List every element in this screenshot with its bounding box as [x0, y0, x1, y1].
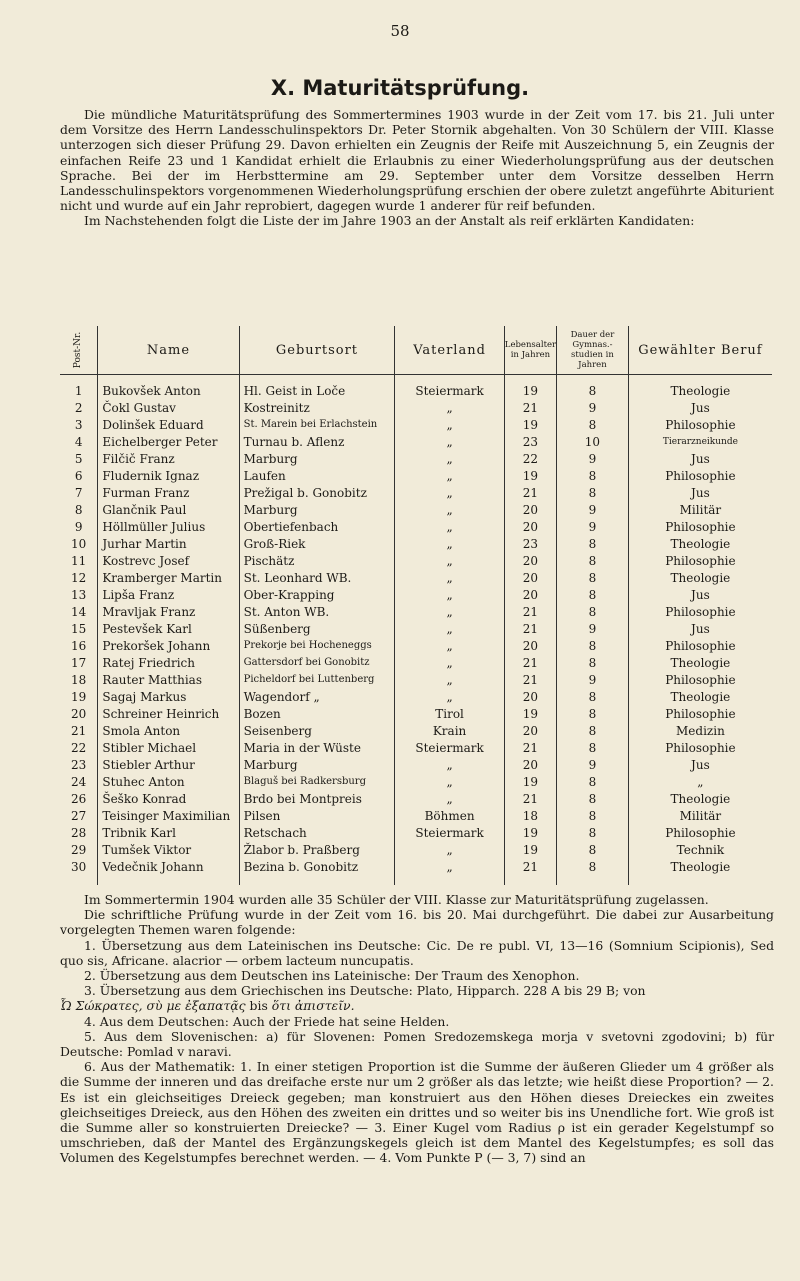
- cell-birthplace: Marburg: [239, 501, 395, 518]
- cell-career: Theologie: [628, 654, 772, 671]
- cell-name: Stibler Michael: [98, 739, 239, 756]
- table-row: [60, 620, 772, 637]
- cell-country: „: [395, 433, 504, 450]
- cell-age: 20: [504, 552, 556, 569]
- cell-birthplace: Picheldorf bei Luttenberg: [239, 671, 395, 688]
- cell-duration: 8: [557, 382, 629, 399]
- cell-career: Medizin: [628, 722, 772, 739]
- cell-post-nr: 9: [74, 519, 83, 534]
- cell-post-nr: 12: [71, 570, 87, 585]
- table-row: [60, 841, 772, 858]
- greek-quote: [60, 998, 774, 1013]
- cell-name: Eichelberger Peter: [98, 433, 239, 450]
- cell-duration: 8: [557, 807, 629, 824]
- cell-birthplace: Žlabor b. Praßberg: [239, 841, 395, 858]
- cell-country: „: [395, 671, 504, 688]
- cell-duration: 9: [557, 518, 629, 535]
- cell-birthplace: Groß-Riek: [239, 535, 395, 552]
- cell-duration: 8: [557, 484, 629, 501]
- table-row: [60, 688, 772, 705]
- cell-age: 21: [504, 790, 556, 807]
- cell-post-nr: 13: [71, 587, 87, 602]
- cell-name: Bukovšek Anton: [98, 382, 239, 399]
- cell-name: Fludernik Ignaz: [98, 467, 239, 484]
- table-row: [60, 433, 772, 450]
- cell-post-nr: 14: [71, 604, 87, 619]
- cell-duration: 8: [557, 535, 629, 552]
- cell-birthplace: Marburg: [239, 450, 395, 467]
- cell-country: „: [395, 467, 504, 484]
- cell-country: „: [395, 773, 504, 790]
- cell-name: Tumšek Viktor: [98, 841, 239, 858]
- exam-paragraph: Die schriftliche Prüfung wurde in der Zeit vom 16. bis 20. Mai durchgeführt. Die dabei zur Ausarbeitung vorgelegten Themen waren folgende:: [60, 907, 774, 938]
- cell-country: „: [395, 399, 504, 416]
- cell-duration: 8: [557, 603, 629, 620]
- cell-country: „: [395, 569, 504, 586]
- cell-age: 21: [504, 620, 556, 637]
- cell-name: Sagaj Markus: [98, 688, 239, 705]
- cell-country: „: [395, 620, 504, 637]
- cell-name: Dolinšek Eduard: [98, 416, 239, 433]
- cell-name: Mravljak Franz: [98, 603, 239, 620]
- cell-post-nr: 3: [74, 417, 83, 432]
- cell-age: 22: [504, 450, 556, 467]
- cell-age: 20: [504, 688, 556, 705]
- cell-age: 21: [504, 858, 556, 875]
- section-title: X. Maturitätsprüfung.: [270, 76, 530, 100]
- cell-career: Theologie: [628, 790, 772, 807]
- exam-paragraph: 2. Übersetzung aus dem Deutschen ins Lateinische: Der Traum des Xenophon.: [84, 968, 580, 984]
- cell-name: Furman Franz: [98, 484, 239, 501]
- table-header-row: [60, 326, 772, 375]
- cell-country: „: [395, 688, 504, 705]
- cell-duration: 8: [557, 824, 629, 841]
- cell-birthplace: Prekorje bei Hocheneggs: [239, 637, 395, 654]
- cell-age: 19: [504, 773, 556, 790]
- cell-birthplace: Prežigal b. Gonobitz: [239, 484, 395, 501]
- cell-name: Jurhar Martin: [98, 535, 239, 552]
- cell-birthplace: Gattersdorf bei Gonobitz: [239, 654, 395, 671]
- cell-country: „: [395, 603, 504, 620]
- cell-age: 21: [504, 603, 556, 620]
- cell-birthplace: Hl. Geist in Loče: [239, 382, 395, 399]
- cell-name: Ratej Friedrich: [98, 654, 239, 671]
- cell-birthplace: Wagendorf „: [239, 688, 395, 705]
- cell-country: „: [395, 790, 504, 807]
- cell-birthplace: Seisenberg: [239, 722, 395, 739]
- cell-post-nr: 2: [74, 400, 83, 415]
- cell-career: Jus: [628, 484, 772, 501]
- table-row: [60, 586, 772, 603]
- cell-career: Philosophie: [628, 416, 772, 433]
- cell-birthplace: Turnau b. Aflenz: [239, 433, 395, 450]
- cell-career: Philosophie: [628, 824, 772, 841]
- table-row: [60, 399, 772, 416]
- cell-duration: 8: [557, 841, 629, 858]
- cell-career: Philosophie: [628, 637, 772, 654]
- exam-paragraph: Im Sommertermin 1904 wurden alle 35 Schüler der VIII. Klasse zur Maturitätsprüfung zugelassen.: [84, 892, 709, 907]
- cell-country: Krain: [395, 722, 504, 739]
- cell-career: Tierarzneikunde: [628, 433, 772, 450]
- cell-country: Steiermark: [395, 739, 504, 756]
- cell-name: Rauter Matthias: [98, 671, 239, 688]
- cell-post-nr: 10: [71, 536, 87, 551]
- table-row: [60, 501, 772, 518]
- cell-name: Glančnik Paul: [98, 501, 239, 518]
- header-post-nr: Post-Nr.: [60, 326, 98, 375]
- cell-career: Philosophie: [628, 739, 772, 756]
- table-row: [60, 722, 772, 739]
- cell-birthplace: Pischätz: [239, 552, 395, 569]
- cell-age: 23: [504, 433, 556, 450]
- intro-paragraph: Im Nachstehenden folgt die Liste der im Jahre 1903 an der Anstalt als reif erklärten Kandidaten:: [84, 213, 695, 229]
- cell-birthplace: St. Anton WB.: [239, 603, 395, 620]
- table-row: [60, 467, 772, 484]
- cell-career: „: [628, 773, 772, 790]
- cell-country: „: [395, 756, 504, 773]
- exam-paragraph: 4. Aus dem Deutschen: Auch der Friede hat seine Helden.: [84, 1013, 450, 1029]
- greek-quote-end: ὅτι ἀπιστεῖν.: [271, 998, 355, 1014]
- table-row: [60, 671, 772, 688]
- cell-post-nr: 15: [71, 621, 87, 636]
- table-row: [60, 416, 772, 433]
- cell-birthplace: Kostreinitz: [239, 399, 395, 416]
- cell-post-nr: 5: [74, 451, 83, 466]
- header-birthplace: Geburtsort: [239, 326, 395, 375]
- cell-age: 18: [504, 807, 556, 824]
- table-row: [60, 518, 772, 535]
- cell-post-nr: 7: [74, 485, 83, 500]
- cell-career: Philosophie: [628, 705, 772, 722]
- table-row: [60, 552, 772, 569]
- cell-duration: 8: [557, 467, 629, 484]
- table-row: [60, 705, 772, 722]
- table-row: [60, 484, 772, 501]
- cell-duration: 8: [557, 739, 629, 756]
- cell-age: 20: [504, 637, 556, 654]
- cell-duration: 8: [557, 569, 629, 586]
- cell-country: Böhmen: [395, 807, 504, 824]
- cell-country: „: [395, 450, 504, 467]
- cell-duration: 8: [557, 637, 629, 654]
- cell-name: Stuhec Anton: [98, 773, 239, 790]
- cell-career: Philosophie: [628, 603, 772, 620]
- cell-duration: 8: [557, 586, 629, 603]
- header-country: Vaterland: [395, 326, 504, 375]
- cell-age: 20: [504, 586, 556, 603]
- cell-name: Teisinger Maximilian: [98, 807, 239, 824]
- cell-career: Philosophie: [628, 518, 772, 535]
- cell-country: „: [395, 552, 504, 569]
- cell-birthplace: Süßenberg: [239, 620, 395, 637]
- table-row: [60, 790, 772, 807]
- cell-birthplace: Marburg: [239, 756, 395, 773]
- cell-duration: 9: [557, 501, 629, 518]
- cell-age: 21: [504, 671, 556, 688]
- header-career: Gewählter Beruf: [628, 326, 772, 375]
- cell-name: Šeško Konrad: [98, 790, 239, 807]
- table-row: [60, 637, 772, 654]
- cell-duration: 9: [557, 756, 629, 773]
- cell-birthplace: Maria in der Wüste: [239, 739, 395, 756]
- cell-birthplace: Obertiefenbach: [239, 518, 395, 535]
- page-number: 58: [390, 22, 410, 40]
- cell-post-nr: 30: [71, 859, 87, 874]
- cell-post-nr: 19: [71, 689, 87, 704]
- table-row: [60, 756, 772, 773]
- table-row: [60, 569, 772, 586]
- cell-birthplace: Brdo bei Montpreis: [239, 790, 395, 807]
- cell-age: 20: [504, 722, 556, 739]
- cell-post-nr: 24: [71, 774, 87, 789]
- cell-career: Jus: [628, 756, 772, 773]
- exam-paragraph: 1. Übersetzung aus dem Lateinischen ins Deutsche: Cic. De re publ. VI, 13—16 (Somnium Scipionis), Sed quo sis, Africane. alacrior — orbem lacteum nuncupatis.: [60, 937, 774, 968]
- cell-duration: 8: [557, 773, 629, 790]
- cell-duration: 8: [557, 722, 629, 739]
- cell-duration: 8: [557, 790, 629, 807]
- exam-text: [60, 892, 774, 1166]
- exam-paragraph: 6. Aus der Mathematik: 1. In einer stetigen Proportion ist die Summe der äußeren Glieder um 4 größer als die Summe der inneren und das dreifache erste nur um 2 größer als das letzte; wie heißt diese Proportion? — 2. Es ist ein gleichseitiges Dreieck gegeben; man konstruiert aus den Höhen dieses Dreieckes ein zweites gleichseitiges Dreieck, aus den Höhen des zweiten ein drittes und so weiter bis ins Unendliche fort. Wie groß ist die Summe aller so konstruierten Dreiecke? — 3. Einer Kugel vom Radius ρ ist ein gerader Kegelstumpf so umschrieben, daß der Mantel des Ergänzungskegels gleich ist dem Mantel des Kegelstumpfes; es soll das Volumen des Kegelstumpfes berechnet werden. — 4. Vom Punkte P (— 3, 7) sind an: [60, 1059, 774, 1166]
- greek-quote-mid: bis: [245, 998, 272, 1014]
- cell-post-nr: 22: [71, 740, 87, 755]
- exam-paragraph: 3. Übersetzung aus dem Griechischen ins Deutsche: Plato, Hipparch. 228 A bis 29 B; von: [84, 983, 646, 999]
- cell-age: 21: [504, 654, 556, 671]
- cell-career: Theologie: [628, 688, 772, 705]
- cell-post-nr: 6: [74, 468, 83, 483]
- cell-post-nr: 4: [74, 434, 83, 449]
- cell-post-nr: 20: [71, 706, 87, 721]
- cell-name: Kramberger Martin: [98, 569, 239, 586]
- cell-age: 19: [504, 382, 556, 399]
- cell-career: Theologie: [628, 535, 772, 552]
- cell-post-nr: 21: [71, 723, 87, 738]
- cell-career: Philosophie: [628, 671, 772, 688]
- cell-name: Stiebler Arthur: [98, 756, 239, 773]
- cell-duration: 10: [557, 433, 629, 450]
- exam-paragraph: 5. Aus dem Slovenischen: a) für Slovenen: Pomen Sredozemskega morja v svetovni zgodovini; b) für Deutsche: Pomlad v naravi.: [60, 1028, 774, 1060]
- cell-career: Jus: [628, 620, 772, 637]
- cell-name: Pestevšek Karl: [98, 620, 239, 637]
- cell-post-nr: 16: [71, 638, 87, 653]
- cell-age: 20: [504, 756, 556, 773]
- cell-duration: 8: [557, 552, 629, 569]
- cell-birthplace: St. Leonhard WB.: [239, 569, 395, 586]
- cell-country: „: [395, 501, 504, 518]
- cell-age: 20: [504, 518, 556, 535]
- cell-duration: 9: [557, 399, 629, 416]
- cell-name: Filčič Franz: [98, 450, 239, 467]
- cell-country: „: [395, 484, 504, 501]
- cell-career: Theologie: [628, 858, 772, 875]
- cell-post-nr: 28: [71, 825, 87, 840]
- cell-age: 21: [504, 399, 556, 416]
- cell-name: Höllmüller Julius: [98, 518, 239, 535]
- table-row: [60, 739, 772, 756]
- table-row: [60, 807, 772, 824]
- cell-age: 19: [504, 841, 556, 858]
- cell-career: Jus: [628, 399, 772, 416]
- cell-birthplace: St. Marein bei Erlachstein: [239, 416, 395, 433]
- cell-country: „: [395, 535, 504, 552]
- cell-birthplace: Bezina b. Gonobitz: [239, 858, 395, 875]
- cell-country: „: [395, 654, 504, 671]
- table-row: [60, 858, 772, 875]
- cell-duration: 8: [557, 858, 629, 875]
- intro-paragraph: Die mündliche Maturitätsprüfung des Sommertermines 1903 wurde in der Zeit vom 17. bis 21. Juli unter dem Vorsitze des Herrn Landesschulinspektors Dr. Peter Stornik abgehalten. Von 30 Schülern der VIII. Klasse unterzogen sich dieser Prüfung 29. Davon erhielten ein Zeugnis der Reife mit Auszeichnung 5, ein Zeugnis der einfachen Reife 23 und 1 Kandidat erhielt die Erlaubnis zu einer Wiederholungsprüfung aus der deutschen Sprache. Bei der im Herbsttermine am 29. September unter dem Vorsitze desselben Herrn Landesschulinspektors vorgenommenen Wiederholungsprüfung erschien der obere zuletzt angeführte Abiturient nicht und wurde auf ein Jahr reprobiert, dagegen wurde 1 anderer für reif befunden.: [60, 107, 774, 214]
- cell-name: Vedečnik Johann: [98, 858, 239, 875]
- cell-post-nr: 29: [71, 842, 87, 857]
- cell-birthplace: Pilsen: [239, 807, 395, 824]
- cell-country: Tirol: [395, 705, 504, 722]
- cell-post-nr: 26: [71, 791, 87, 806]
- cell-name: Tribnik Karl: [98, 824, 239, 841]
- cell-duration: 8: [557, 688, 629, 705]
- candidates-table: [60, 326, 772, 885]
- cell-age: 19: [504, 467, 556, 484]
- cell-name: Schreiner Heinrich: [98, 705, 239, 722]
- cell-country: „: [395, 841, 504, 858]
- cell-country: „: [395, 858, 504, 875]
- cell-post-nr: 18: [71, 672, 87, 687]
- cell-birthplace: Blaguš bei Radkersburg: [239, 773, 395, 790]
- cell-career: Theologie: [628, 382, 772, 399]
- cell-age: 21: [504, 739, 556, 756]
- table-row: [60, 603, 772, 620]
- cell-birthplace: Bozen: [239, 705, 395, 722]
- cell-career: Militär: [628, 807, 772, 824]
- cell-age: 20: [504, 501, 556, 518]
- cell-country: „: [395, 518, 504, 535]
- cell-country: „: [395, 586, 504, 603]
- cell-career: Philosophie: [628, 467, 772, 484]
- cell-duration: 9: [557, 450, 629, 467]
- cell-birthplace: Retschach: [239, 824, 395, 841]
- table-row: [60, 773, 772, 790]
- table-row: [60, 450, 772, 467]
- cell-post-nr: 1: [74, 383, 83, 398]
- table-row: [60, 535, 772, 552]
- cell-name: Smola Anton: [98, 722, 239, 739]
- cell-age: 19: [504, 824, 556, 841]
- cell-name: Prekoršek Johann: [98, 637, 239, 654]
- intro-text: [60, 107, 774, 229]
- cell-name: Lipša Franz: [98, 586, 239, 603]
- cell-post-nr: 27: [71, 808, 87, 823]
- cell-duration: 8: [557, 654, 629, 671]
- table-row: [60, 824, 772, 841]
- cell-career: Jus: [628, 586, 772, 603]
- cell-duration: 9: [557, 620, 629, 637]
- cell-career: Technik: [628, 841, 772, 858]
- table-row: [60, 382, 772, 399]
- cell-country: „: [395, 416, 504, 433]
- header-age: Lebensalter in Jahren: [504, 326, 556, 375]
- cell-age: 21: [504, 484, 556, 501]
- cell-post-nr: 11: [71, 553, 87, 568]
- cell-duration: 8: [557, 416, 629, 433]
- cell-duration: 8: [557, 705, 629, 722]
- cell-country: Steiermark: [395, 824, 504, 841]
- cell-duration: 9: [557, 671, 629, 688]
- greek-quote-start: Ὦ Σώκρατες, σὺ με ἐξαπατᾷς: [60, 998, 246, 1014]
- cell-career: Militär: [628, 501, 772, 518]
- cell-birthplace: Ober-Krapping: [239, 586, 395, 603]
- cell-career: Jus: [628, 450, 772, 467]
- cell-career: Theologie: [628, 569, 772, 586]
- cell-country: „: [395, 637, 504, 654]
- cell-country: Steiermark: [395, 382, 504, 399]
- table-row: [60, 654, 772, 671]
- header-name: Name: [98, 326, 239, 375]
- cell-career: Philosophie: [628, 552, 772, 569]
- cell-age: 20: [504, 569, 556, 586]
- cell-post-nr: 23: [71, 757, 87, 772]
- cell-age: 23: [504, 535, 556, 552]
- cell-name: Kostrevc Josef: [98, 552, 239, 569]
- cell-birthplace: Laufen: [239, 467, 395, 484]
- header-duration: Dauer der Gymnas.-studien in Jahren: [557, 326, 629, 375]
- cell-age: 19: [504, 705, 556, 722]
- cell-post-nr: 17: [71, 655, 87, 670]
- cell-post-nr: 8: [74, 502, 83, 517]
- cell-name: Čokl Gustav: [98, 399, 239, 416]
- cell-age: 19: [504, 416, 556, 433]
